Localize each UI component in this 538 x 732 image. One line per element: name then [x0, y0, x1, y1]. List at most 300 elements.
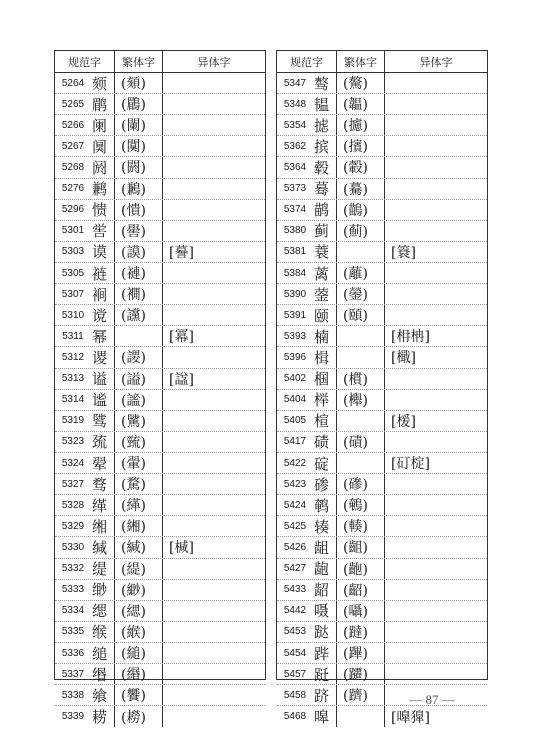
traditional-character: (襉): [115, 284, 163, 304]
table-row: [55, 537, 265, 558]
standard-character: 巯: [91, 432, 115, 452]
standard-character: 龅: [313, 559, 337, 579]
entry-number: 5337: [61, 668, 85, 680]
variant-character: [385, 664, 487, 684]
variant-character: [矴椗]: [391, 456, 430, 473]
table-row: [277, 495, 487, 516]
entry-number: 5390: [283, 288, 307, 300]
entry-number: 5324: [61, 457, 85, 469]
standard-character: 阒: [91, 136, 115, 156]
traditional-character: (緗): [115, 516, 163, 536]
table-row: [277, 580, 487, 601]
traditional-character: (櫸): [337, 390, 385, 410]
entry-number: 5454: [283, 647, 307, 659]
table-row: [55, 369, 265, 390]
table-row: [55, 706, 265, 727]
variant-character: [枏柟]: [391, 329, 430, 346]
entry-number: 5319: [61, 415, 85, 427]
table-row: [277, 200, 487, 221]
entry-number: 5332: [61, 563, 85, 575]
entry-number: 5405: [283, 415, 307, 427]
traditional-character: (薊): [337, 221, 385, 241]
standard-character: 碜: [313, 474, 337, 494]
table-row: [277, 643, 487, 664]
variant-character: [385, 474, 487, 494]
table-row: [277, 284, 487, 305]
variant-character: [385, 94, 487, 114]
table-row: [55, 115, 265, 136]
entry-number: 5303: [61, 246, 85, 258]
table-row: [55, 94, 265, 115]
table-row: [55, 179, 265, 200]
table-row: [277, 474, 487, 495]
table-row: [55, 136, 265, 157]
header-variant: 异体字: [419, 55, 453, 69]
entry-number: 5339: [61, 711, 85, 723]
traditional-character: (嚳): [115, 221, 163, 241]
traditional-character: (憒): [115, 200, 163, 220]
table-row: [55, 580, 265, 601]
traditional-character: (鎣): [337, 284, 385, 304]
variant-character: [163, 179, 265, 199]
variant-character: [163, 305, 265, 325]
table-row: [55, 73, 265, 94]
traditional-character: (齠): [337, 580, 385, 600]
variant-character: [163, 664, 265, 684]
page-number: — 87 —: [409, 692, 455, 707]
traditional-character: (緡): [115, 664, 163, 684]
standard-character: 缗: [91, 664, 115, 684]
entry-number: 5427: [283, 563, 307, 575]
traditional-character: (翬): [115, 453, 163, 473]
traditional-character: (巰): [115, 432, 163, 452]
standard-character: 蓑: [313, 242, 337, 262]
traditional-character: (閼): [115, 157, 163, 177]
variant-character: [163, 622, 265, 642]
entry-number: 5267: [61, 140, 85, 152]
table-row: [277, 347, 487, 368]
entry-number: 5266: [61, 119, 85, 131]
left-character-table: [54, 50, 266, 727]
standard-character: 椢: [313, 369, 337, 389]
variant-character: [163, 495, 265, 515]
entry-number: 5347: [283, 77, 307, 89]
traditional-character: (騭): [115, 411, 163, 431]
traditional-character: [337, 453, 385, 473]
entry-number: 5334: [61, 605, 85, 617]
entry-number: 5296: [61, 204, 85, 216]
standard-character: 骜: [313, 73, 337, 93]
traditional-character: (驁): [337, 73, 385, 93]
variant-character: [163, 284, 265, 304]
standard-character: 榉: [313, 390, 337, 410]
table-row: [277, 263, 487, 284]
variant-character: [385, 157, 487, 177]
variant-character: [163, 580, 265, 600]
variant-character: [385, 559, 487, 579]
standard-character: 谠: [91, 305, 115, 325]
standard-character: 缃: [91, 516, 115, 536]
traditional-character: (攄): [337, 115, 385, 135]
standard-character: 缈: [91, 580, 115, 600]
table-row: [277, 136, 487, 157]
standard-character: 谥: [91, 369, 115, 389]
table-row: [55, 685, 265, 706]
traditional-character: (謚): [115, 369, 163, 389]
variant-character: [163, 516, 265, 536]
variant-character: [385, 643, 487, 663]
header-standard: 规范字: [55, 51, 115, 72]
standard-character: 喾: [91, 221, 115, 241]
variant-character: [385, 516, 487, 536]
variant-character: [385, 115, 487, 135]
standard-character: 翚: [91, 453, 115, 473]
standard-character: 蓥: [313, 284, 337, 304]
variant-character: [諡]: [169, 371, 194, 388]
entry-number: 5381: [283, 246, 307, 258]
entry-number: 5329: [61, 520, 85, 532]
variant-character: [163, 453, 265, 473]
standard-character: 毂: [313, 157, 337, 177]
traditional-character: (蘺): [337, 263, 385, 283]
traditional-character: (鵪): [337, 495, 385, 515]
entry-number: 5314: [61, 394, 85, 406]
traditional-character: (躂): [337, 622, 385, 642]
table-row: [55, 347, 265, 368]
standard-character: 缑: [91, 622, 115, 642]
entry-number: 5338: [61, 689, 85, 701]
variant-character: [385, 136, 487, 156]
variant-character: [163, 390, 265, 410]
variant-character: [163, 136, 265, 156]
entry-number: 5323: [61, 436, 85, 448]
variant-character: [163, 559, 265, 579]
traditional-character: (躚): [337, 664, 385, 684]
variant-character: [385, 263, 487, 283]
standard-character: 蓟: [313, 221, 337, 241]
table-header: [277, 51, 487, 73]
variant-character: [385, 601, 487, 621]
standard-character: 蓠: [313, 263, 337, 283]
traditional-character: (緹): [115, 559, 163, 579]
standard-character: 跸: [313, 643, 337, 663]
entry-number: 5312: [61, 351, 85, 363]
table-row: [277, 94, 487, 115]
traditional-character: (鶼): [115, 179, 163, 199]
entry-number: 5426: [283, 541, 307, 553]
entry-number: 5442: [283, 605, 307, 617]
table-row: [55, 432, 265, 453]
table-row: [55, 495, 265, 516]
variant-character: [163, 706, 265, 727]
variant-character: [冪]: [169, 329, 194, 346]
variant-character: [謩]: [169, 244, 194, 261]
header-variant: 异体字: [197, 55, 231, 69]
standard-character: 缌: [91, 601, 115, 621]
traditional-character: (緲): [115, 580, 163, 600]
traditional-character: (樌): [337, 369, 385, 389]
variant-character: [163, 157, 265, 177]
standard-character: 蓦: [313, 179, 337, 199]
traditional-character: (躋): [337, 685, 385, 705]
entry-number: 5417: [283, 436, 307, 448]
standard-character: 谡: [91, 347, 115, 367]
entry-number: 5391: [283, 309, 307, 321]
variant-character: [385, 432, 487, 452]
entry-number: 5404: [283, 394, 307, 406]
traditional-character: (蹕): [337, 643, 385, 663]
variant-character: [163, 94, 265, 114]
standard-character: 裥: [91, 284, 115, 304]
traditional-character: (耮): [115, 706, 163, 727]
table-body: [55, 73, 265, 727]
entry-number: 5311: [62, 330, 84, 342]
header-traditional: 繁体字: [115, 51, 163, 72]
entry-number: 5330: [61, 541, 85, 553]
standard-character: 飨: [91, 685, 115, 705]
standard-character: 缂: [91, 495, 115, 515]
entry-number: 5268: [61, 161, 85, 173]
standard-character: 碛: [313, 432, 337, 452]
variant-character: [163, 601, 265, 621]
variant-character: [163, 347, 265, 367]
traditional-character: (緙): [115, 495, 163, 515]
table-row: [55, 559, 265, 580]
traditional-character: (縋): [115, 643, 163, 663]
entry-number: 5373: [283, 183, 307, 195]
traditional-character: [337, 242, 385, 262]
variant-character: [163, 263, 265, 283]
variant-character: [163, 685, 265, 705]
entry-number: 5402: [283, 373, 307, 385]
header-standard: 规范字: [277, 51, 337, 72]
standard-character: 跹: [313, 664, 337, 684]
entry-number: 5423: [283, 478, 307, 490]
standard-character: 楦: [313, 411, 337, 431]
variant-character: [嘷獋]: [391, 709, 430, 726]
variant-character: [椷]: [169, 540, 194, 557]
entry-number: 5433: [283, 584, 307, 596]
variant-character: [163, 643, 265, 663]
variant-character: [385, 284, 487, 304]
table-row: [277, 73, 487, 94]
standard-character: 摅: [313, 115, 337, 135]
traditional-character: (褳): [115, 263, 163, 283]
standard-character: 颏: [91, 73, 115, 93]
entry-number: 5362: [283, 140, 307, 152]
standard-character: 谟: [91, 242, 115, 262]
table-row: [55, 601, 265, 622]
entry-number: 5354: [283, 119, 307, 131]
standard-character: 幂: [91, 326, 115, 346]
table-row: [277, 115, 487, 136]
traditional-character: (闌): [115, 115, 163, 135]
entry-number: 5313: [61, 373, 85, 385]
entry-number: 5335: [61, 626, 85, 638]
traditional-character: (擯): [337, 136, 385, 156]
entry-number: 5264: [61, 77, 85, 89]
standard-character: 碇: [313, 453, 337, 473]
standard-character: 嗥: [313, 706, 337, 727]
standard-character: 楫: [313, 347, 337, 367]
table-row: [277, 537, 487, 558]
standard-character: 韫: [313, 94, 337, 114]
traditional-character: (輳): [337, 516, 385, 536]
traditional-character: [115, 326, 163, 346]
standard-character: 缇: [91, 559, 115, 579]
standard-character: 缄: [91, 537, 115, 557]
entry-number: 5380: [283, 225, 307, 237]
traditional-character: [337, 706, 385, 727]
table-row: [55, 305, 265, 326]
traditional-character: [337, 411, 385, 431]
variant-character: [楥]: [391, 413, 416, 430]
variant-character: [385, 369, 487, 389]
table-row: [277, 390, 487, 411]
table-row: [55, 622, 265, 643]
entry-number: 5468: [283, 711, 307, 723]
table-row: [277, 369, 487, 390]
traditional-character: (緘): [115, 537, 163, 557]
traditional-character: [337, 326, 385, 346]
variant-character: [163, 432, 265, 452]
variant-character: [385, 200, 487, 220]
standard-character: 骘: [91, 411, 115, 431]
standard-character: 耢: [91, 706, 115, 727]
traditional-character: (齙): [337, 559, 385, 579]
table-row: [277, 622, 487, 643]
table-row: [277, 601, 487, 622]
traditional-character: (謨): [115, 242, 163, 262]
traditional-character: (驀): [337, 179, 385, 199]
table-row: [277, 221, 487, 242]
table-row: [55, 516, 265, 537]
table-row: [55, 643, 265, 664]
table-row: [277, 242, 487, 263]
table-row: [277, 432, 487, 453]
entry-number: 5422: [283, 457, 307, 469]
traditional-character: (磧): [337, 432, 385, 452]
variant-character: [385, 179, 487, 199]
variant-character: [385, 495, 487, 515]
standard-character: 谧: [91, 390, 115, 410]
entry-number: 5327: [61, 478, 85, 490]
entry-number: 5425: [283, 520, 307, 532]
traditional-character: [337, 347, 385, 367]
traditional-character: (謖): [115, 347, 163, 367]
table-row: [277, 157, 487, 178]
standard-character: 跻: [313, 685, 337, 705]
variant-character: [385, 221, 487, 241]
table-row: [277, 664, 487, 685]
traditional-character: (讜): [115, 305, 163, 325]
variant-character: [385, 622, 487, 642]
entry-number: 5310: [61, 309, 85, 321]
table-row: [55, 664, 265, 685]
variant-character: [385, 390, 487, 410]
variant-character: [385, 580, 487, 600]
traditional-character: (闃): [115, 136, 163, 156]
table-row: [55, 157, 265, 178]
entry-number: 5458: [283, 689, 307, 701]
standard-character: 辏: [313, 516, 337, 536]
traditional-character: (謐): [115, 390, 163, 410]
entry-number: 5265: [61, 98, 85, 110]
entry-number: 5328: [61, 499, 85, 511]
entry-number: 5384: [283, 267, 307, 279]
standard-character: 龃: [313, 537, 337, 557]
table-row: [55, 453, 265, 474]
table-row: [55, 242, 265, 263]
traditional-character: (磣): [337, 474, 385, 494]
table-row: [277, 516, 487, 537]
standard-character: 摈: [313, 136, 337, 156]
standard-character: 愦: [91, 200, 115, 220]
entry-number: 5307: [61, 288, 85, 300]
traditional-character: (緦): [115, 601, 163, 621]
standard-character: 龆: [313, 580, 337, 600]
entry-number: 5374: [283, 204, 307, 216]
standard-character: 裢: [91, 263, 115, 283]
standard-character: 鹌: [313, 495, 337, 515]
entry-number: 5276: [61, 183, 85, 195]
variant-character: [385, 73, 487, 93]
table-row: [55, 390, 265, 411]
table-row: [55, 200, 265, 221]
table-row: [55, 284, 265, 305]
entry-number: 5333: [61, 584, 85, 596]
standard-character: 鹣: [91, 179, 115, 199]
table-row: [55, 221, 265, 242]
variant-character: [163, 474, 265, 494]
table-row: [277, 706, 487, 727]
standard-character: 嗫: [313, 601, 337, 621]
table-row: [277, 411, 487, 432]
table-row: [55, 474, 265, 495]
entry-number: 5393: [283, 330, 307, 342]
traditional-character: (韞): [337, 94, 385, 114]
entry-number: 5301: [61, 225, 85, 237]
table-row: [55, 411, 265, 432]
entry-number: 5396: [283, 351, 307, 363]
variant-character: [163, 221, 265, 241]
table-row: [55, 263, 265, 284]
traditional-character: (緱): [115, 622, 163, 642]
variant-character: [檝]: [391, 350, 416, 367]
traditional-character: (鶓): [337, 200, 385, 220]
entry-number: 5348: [283, 98, 307, 110]
standard-character: 颐: [313, 305, 337, 325]
standard-character: 鹛: [91, 94, 115, 114]
entry-number: 5453: [283, 626, 307, 638]
table-row: [277, 559, 487, 580]
table-row: [277, 326, 487, 347]
standard-character: 骛: [91, 474, 115, 494]
variant-character: [163, 115, 265, 135]
variant-character: [163, 73, 265, 93]
table-row: [277, 179, 487, 200]
table-row: [277, 453, 487, 474]
table-row: [277, 305, 487, 326]
entry-number: 5305: [61, 267, 85, 279]
traditional-character: (頦): [115, 73, 163, 93]
standard-character: 跶: [313, 622, 337, 642]
entry-number: 5364: [283, 161, 307, 173]
variant-character: [385, 305, 487, 325]
standard-character: 楠: [313, 326, 337, 346]
traditional-character: (囁): [337, 601, 385, 621]
traditional-character: (齟): [337, 537, 385, 557]
